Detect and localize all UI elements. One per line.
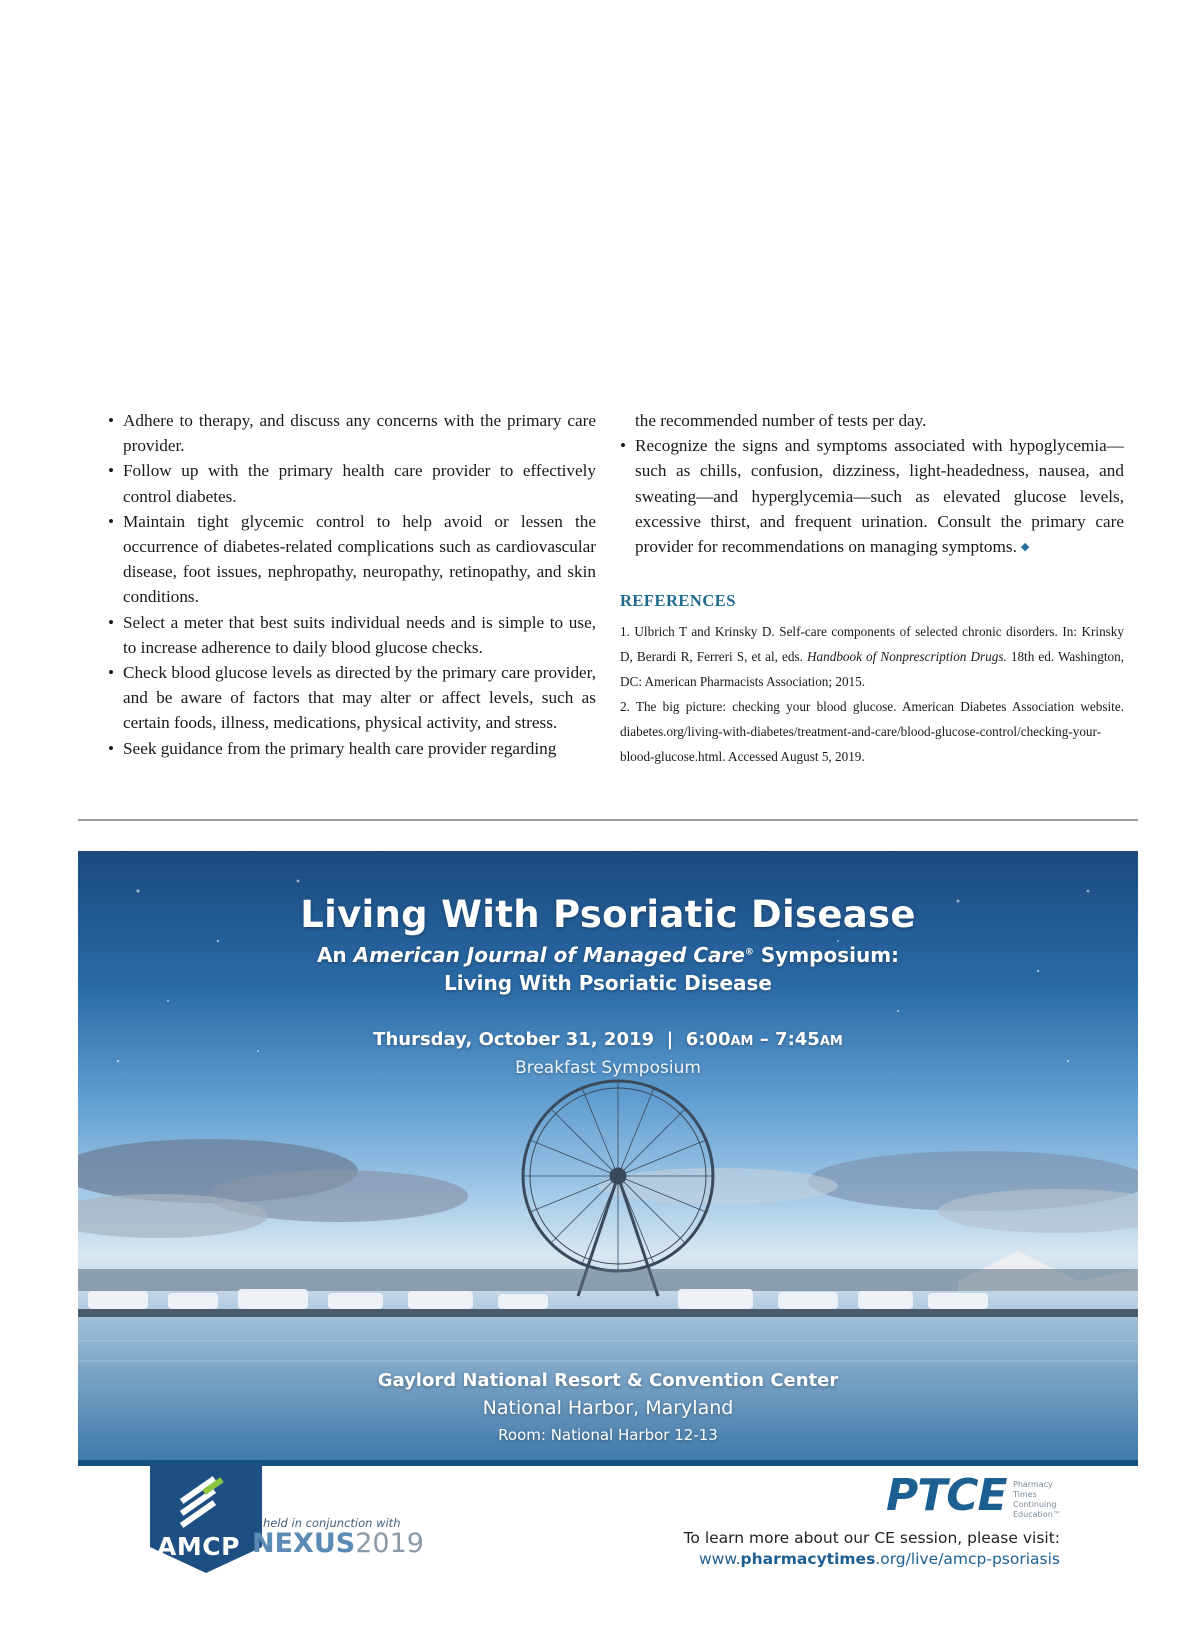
list-item: • Select a meter that best suits individual needs and is simple to use, to increase adherence to daily blood glucose checks.: [108, 610, 596, 660]
nexus-text: NEXUS: [252, 1528, 356, 1559]
nexus-year: 2019: [355, 1528, 424, 1559]
ptce-tagline: Pharmacy Times Continuing Education™: [1013, 1480, 1061, 1519]
left-column: [108, 408, 596, 761]
event-type: Breakfast Symposium: [515, 1058, 701, 1078]
registered-mark: ®: [744, 947, 754, 958]
right-column: [620, 408, 1124, 769]
learn-more-block: [684, 1528, 1060, 1570]
clouds: [78, 1139, 1138, 1238]
end-mark-icon: ◆: [1020, 541, 1030, 554]
boats: [88, 1289, 988, 1309]
url-part: www.: [699, 1550, 741, 1568]
list-item: [620, 433, 1124, 560]
references-list: [620, 619, 1124, 769]
list-continuation: the recommended number of tests per day.: [635, 411, 927, 430]
subtitle-text: An: [316, 943, 354, 967]
banner-subtitle-line2: Living With Psoriatic Disease: [444, 971, 772, 995]
nexus-wordmark: [252, 1528, 424, 1559]
banner-subtitle: [78, 943, 1138, 967]
list-item-text: Recognize the signs and symptoms associated with hypoglycemia—such as chills, confusion, dizziness, light-headedness, nausea, and sweating—and hyperglycemia—such as elevated glucose levels, excessive thirst, and frequent urination. Consult the primary care provider for recommendations on managing symptoms.: [635, 436, 1124, 557]
references-heading: REFERENCES: [620, 591, 736, 611]
time-suffix: AM: [730, 1034, 754, 1049]
separator: |: [666, 1029, 674, 1050]
venue-name: Gaylord National Resort & Convention Center: [377, 1370, 839, 1391]
amcp-wordmark: AMCP: [157, 1532, 240, 1561]
reference-text: 1. Ulbrich T and Krinsky D. Self-care components of selected chronic disorders. In: Krinsky D, Berardi R, Ferreri S, et al, eds.: [620, 624, 1124, 665]
venue-city: National Harbor, Maryland: [482, 1397, 734, 1419]
learn-more-text: To learn more about our CE session, please visit:: [683, 1529, 1060, 1547]
time-suffix: AM: [819, 1034, 843, 1049]
list-item: • Maintain tight glycemic control to help avoid or lessen the occurrence of diabetes-related complications such as cardiovascular disease, foot issues, nephropathy, neuropathy, retinopathy, and skin conditions.: [108, 509, 596, 610]
list-item: • Follow up with the primary health care provider to effectively control diabetes.: [108, 458, 596, 508]
session-url-link[interactable]: [684, 1549, 1060, 1570]
time-dash: –: [759, 1029, 769, 1050]
tips-list: [108, 408, 596, 761]
time-end: 7:45: [775, 1029, 820, 1050]
event-datetime: [78, 1029, 1138, 1050]
url-part: .org/live/amcp-psoriasis: [875, 1550, 1060, 1568]
url-domain: pharmacytimes: [740, 1550, 876, 1568]
ptce-logo: PTCE: [886, 1470, 1007, 1521]
journal-name: American Journal of Managed Care: [353, 943, 745, 967]
reference-text: 18th ed. Washington, DC: American Pharmacists Association; 2015.: [620, 649, 1124, 690]
list-item: • Adhere to therapy, and discuss any concerns with the primary care provider.: [108, 408, 596, 458]
reference-book-title: Handbook of Nonprescription Drugs.: [807, 649, 1007, 665]
held-in-conjunction-text: held in conjunction with: [263, 1516, 401, 1530]
tips-list-continued: [620, 433, 1124, 560]
banner-title: Living With Psoriatic Disease: [300, 893, 916, 936]
symposium-banner: [78, 851, 1138, 1463]
reference-item: 2. The big picture: checking your blood glucose. American Diabetes Association website. diabetes.org/living-with-diabetes/treatment-and-care/blood-glucose-control/checking-your-blood-glucose.html. Accessed August 5, 2019.: [620, 699, 1124, 765]
reference-item: [620, 619, 1124, 694]
subtitle-text: Symposium:: [753, 943, 900, 967]
event-date: Thursday, October 31, 2019: [373, 1029, 655, 1050]
venue-room: Room: National Harbor 12-13: [498, 1426, 718, 1444]
list-item: • Seek guidance from the primary health care provider regarding: [108, 736, 596, 761]
time-start: 6:00: [685, 1029, 731, 1050]
list-item: • Check blood glucose levels as directed by the primary care provider, and be aware of factors that may alter or affect levels, such as certain foods, illness, medications, physical activity, and stress.: [108, 660, 596, 736]
section-divider: [78, 819, 1138, 821]
